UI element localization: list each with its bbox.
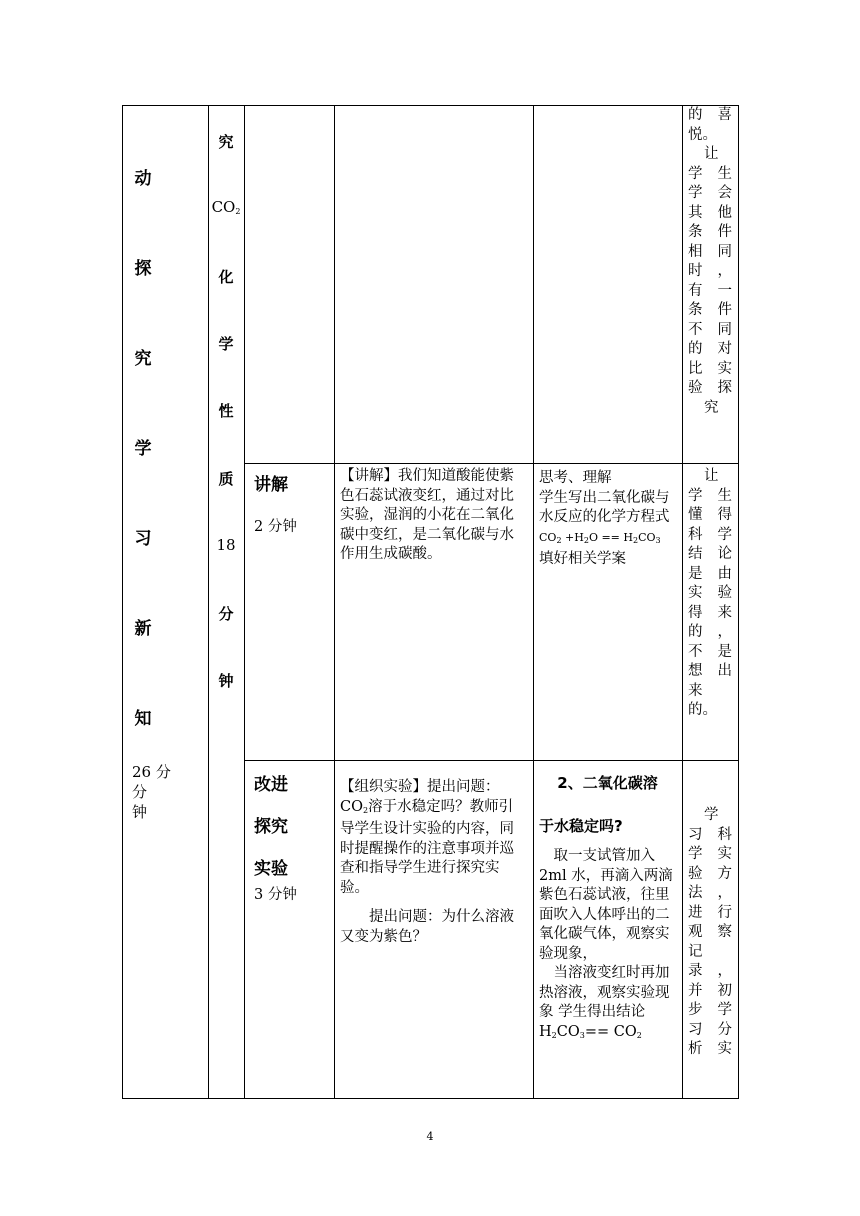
border-col2 [244,105,245,1099]
stage-char: 学 [134,439,152,459]
row1-goal-cell [682,106,738,418]
goal-line: 习 科 [688,826,732,843]
goal-line: 学 生 [688,165,732,182]
goal-line: 其 他 [688,204,732,221]
row2-step-time: 2 分钟 [254,519,297,535]
row3-teacher-question: 提出问题：为什么溶液又变为紫色？ [340,909,514,945]
stage-char: 新 [134,619,152,639]
row3-student-p1: 取一支试管加入 2ml 水，再滴入两滴紫色石蕊试液，往里面吹入人体呼出的二氧化碳气体，观察实验现象， [539,848,673,962]
goal-line: 实 验 [688,585,732,601]
row3-step-cell: 改进 探究 实验 3 分钟 [244,770,334,904]
row3-student-cell: 2、二氧化碳溶 于水稳定吗? 取一支试管加入 2ml 水，再滴入两滴紫色石蕊试液，往里面吹入人体呼出的二氧化碳气体，观察实验现象， 当溶液变红时再加热溶液，观察实验现象 学生得出结论 $H_2CO_3== CO_2$ [533,772,682,1045]
goal-line: 是 由 [688,565,732,582]
goal-line: 步 学 [688,1002,732,1018]
border-bottom [122,1098,739,1099]
row2-step-cell [244,470,334,536]
stage-time: 26 分 分 钟 [132,763,171,821]
subtopic-char: 性 [218,402,234,420]
stage-char: 究 [134,349,152,369]
subtopic-char: 18 [216,536,236,554]
row2-equation: $CO_2 +H_2O == H_2CO_3$ [539,530,661,545]
goal-line: 想 出 [688,663,732,679]
goal-line: 学 会 [688,185,732,201]
goal-line: 结 论 [688,546,732,562]
subtopic-co2: $CO_2$ [211,198,241,216]
goal-line: 条 件 [688,302,732,318]
goal-line: 验 探 [688,380,732,396]
page-number: 4 [426,1130,434,1143]
stage-char: 习 [134,529,152,549]
goal-line: 的。 [688,702,717,718]
subtopic-char: 钟 [218,672,234,690]
subtopic-char: 质 [218,470,234,488]
goal-line: 法 ， [688,885,732,901]
row2-goal-cell [682,467,738,721]
goal-line: 来 [688,682,703,699]
row3-goal-cell [682,806,738,1060]
row2-step-title: 讲解 [254,475,288,495]
stage-char: 知 [134,709,152,729]
goal-line: 科 学 [688,526,732,543]
row2-teacher-cell [334,467,533,565]
goal-line: 并 初 [688,982,732,999]
row-divider-1 [244,463,739,464]
goal-line: 验 方 [688,865,732,882]
subtopic-char: 学 [218,335,234,353]
goal-line: 条 件 [688,224,732,240]
row3-teacher-cell [334,778,533,947]
row2-student-cell: 思考、理解 学生写出二氧化碳与水反应的化学方程式 $CO_2 +H_2O == H_2CO_3$ 填好相关学案 [533,469,682,570]
goal-line: 悦。 [688,126,717,143]
row2-teacher-text: 【讲解】我们知道酸能使紫色石蕊试液变红，通过对比实验，湿润的小花在二氧化碳中变红，是二氧化碳与水作用生成碳酸。 [340,468,514,562]
goal-line: 相 同 [688,243,732,260]
stage-char: 探 [134,259,152,279]
goal-line: 学 生 [688,487,732,504]
goal-line: 让 [704,468,719,484]
border-col3 [334,105,335,1099]
row-divider-2 [244,760,739,761]
goal-line: 的 喜 [688,107,732,123]
goal-line: 观 察 [688,924,732,940]
goal-line: 记 [688,943,703,960]
stage-cell [122,106,208,1098]
goal-line: 懂 得 [688,507,732,523]
goal-line: 让 [704,146,719,162]
row3-teacher-text: 【组织实验】提出问题：$CO_2$溶于水稳定吗？教师引导学生设计实验的内容，同时提醒操作的注意事项并巡查和指导学生进行探究实验。 [340,779,514,896]
row3-student-p2: 当溶液变红时再加热溶液，观察实验现象 学生得出结论 $H_2CO_3== CO_2$ [539,965,670,1040]
goal-line: 究 [704,399,719,416]
goal-line: 习 分 [688,1021,732,1038]
goal-line: 时 ， [688,263,732,279]
goal-line: 录 ， [688,963,732,979]
border-right [738,105,739,1099]
stage-char: 动 [134,169,152,189]
goal-line: 析 实 [688,1041,732,1057]
row3-student-title: 2、二氧化碳溶 [557,774,658,792]
goal-line: 比 实 [688,360,732,377]
goal-line: 得 来 [688,604,732,621]
subtopic-cell [208,106,244,1098]
goal-line: 的 ， [688,624,732,640]
goal-line: 学 [704,807,719,823]
subtopic-char: 分 [218,605,234,623]
goal-line: 学 实 [688,846,732,862]
goal-line: 有 一 [688,282,732,299]
goal-line: 不 是 [688,643,732,660]
goal-line: 进 行 [688,904,732,921]
subtopic-char: 究 [218,133,234,151]
row3-step-time: 3 分钟 [254,887,297,903]
goal-line: 不 同 [688,321,732,338]
goal-line: 的 对 [688,341,732,357]
subtopic-char: 化 [218,268,234,286]
